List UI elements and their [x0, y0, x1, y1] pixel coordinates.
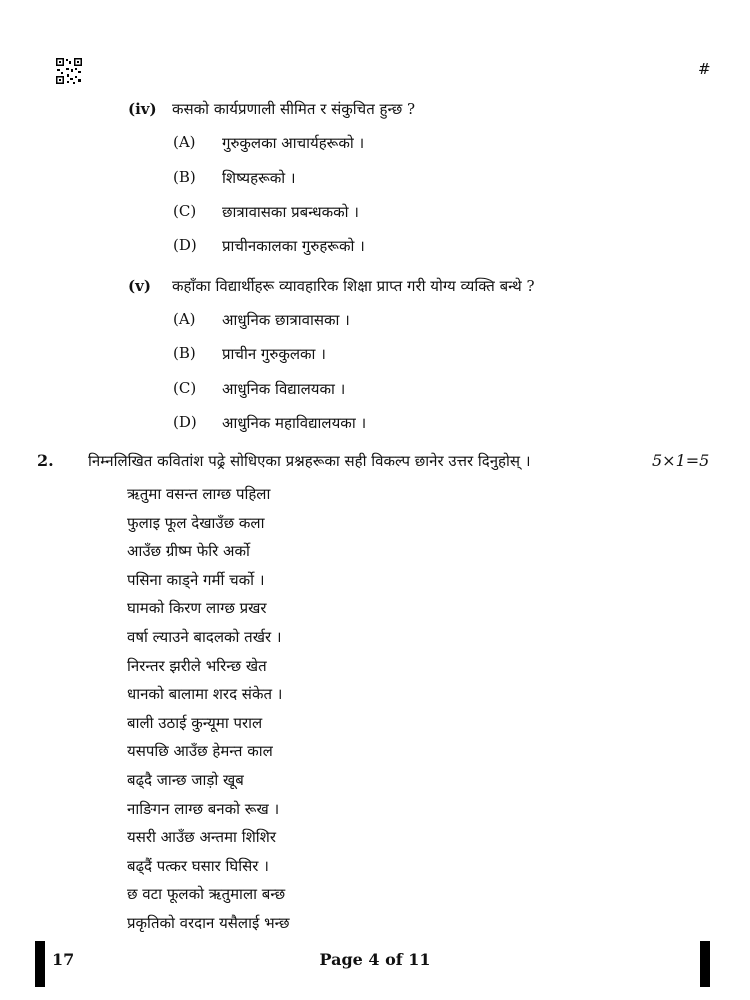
poem-line: छ वटा फूलको ऋतुमाला बन्छ — [127, 885, 286, 904]
option-label: (D) — [173, 236, 197, 254]
poem-line: यसरी आउँछ अन्तमा शिशिर — [127, 828, 277, 847]
poem-line: प्रकृतिको वरदान यसैलाई भन्छ — [127, 913, 290, 932]
option-text: आधुनिक छात्रावासका । — [222, 311, 350, 329]
question-number: (iv) — [128, 100, 157, 118]
question-text: कहाँका विद्यार्थीहरू व्यावहारिक शिक्षा प्राप्त गरी योग्य व्यक्ति बन्थे ? — [172, 277, 535, 295]
option-text: गुरुकुलका आचार्यहरूको । — [222, 134, 365, 152]
poem-excerpt — [127, 480, 289, 938]
poem-line: घामको किरण लाग्छ प्रखर — [127, 599, 267, 618]
poem-line: नाङिगन लाग्छ बनको रूख । — [127, 799, 280, 818]
question-text: कसको कार्यप्रणाली सीमित र संकुचित हुन्छ ? — [172, 100, 416, 118]
poem-line: निरन्तर झरीले भरिन्छ खेत — [127, 656, 267, 675]
qr-code-icon — [56, 58, 82, 84]
option-label: (C) — [173, 379, 197, 397]
option-text: आधुनिक महाविद्यालयका । — [222, 414, 367, 432]
option-label: (B) — [173, 344, 196, 362]
paper-code: 17 — [52, 950, 75, 969]
question-2-number: 2. — [37, 451, 54, 470]
page-mark: # — [698, 60, 711, 78]
option-text: प्राचीन गुरुकुलका । — [222, 345, 326, 363]
poem-line: धानको बालामा शरद संकेत । — [127, 685, 283, 704]
question-2-instruction: निम्नलिखित कवितांश पढ्रे सोधिएका प्रश्नहरूका सही विकल्प छानेर उत्तर दिनुहोस् । — [88, 452, 531, 470]
option-text: प्राचीनकालका गुरुहरूको । — [222, 237, 365, 255]
marks-allocation: 5×1=5 — [652, 451, 710, 470]
option-label: (A) — [173, 310, 196, 328]
option-label: (C) — [173, 202, 197, 220]
option-label: (A) — [173, 133, 196, 151]
poem-line: बाली उठाई कुन्यूमा पराल — [127, 713, 263, 732]
poem-line: यसपछि आउँछ हेमन्त काल — [127, 742, 273, 761]
option-label: (D) — [173, 413, 197, 431]
option-text: आधुनिक विद्यालयका । — [222, 380, 346, 398]
option-text: छात्रावासका प्रबन्धकको । — [222, 203, 359, 221]
poem-line: आउँछ ग्रीष्म फेरि अर्को — [127, 542, 250, 561]
page-number: Page 4 of 11 — [319, 950, 431, 969]
poem-line: ऋतुमा वसन्त लाग्छ पहिला — [127, 485, 271, 503]
question-number: (v) — [128, 277, 151, 295]
poem-line: बढ्दै जान्छ जाड़ो खूब — [127, 770, 244, 789]
poem-line: बढ्दैं पत्कर घसार घिसिर । — [127, 856, 269, 875]
poem-line: वर्षा ल्याउने बादलको तर्खर । — [127, 627, 282, 646]
poem-line: फुलाइ फूल देखाउँछ कला — [127, 513, 265, 532]
poem-line: पसिना काड्ने गर्मी चर्को । — [127, 570, 265, 589]
option-text: शिष्यहरूको । — [222, 169, 296, 187]
option-label: (B) — [173, 168, 196, 186]
